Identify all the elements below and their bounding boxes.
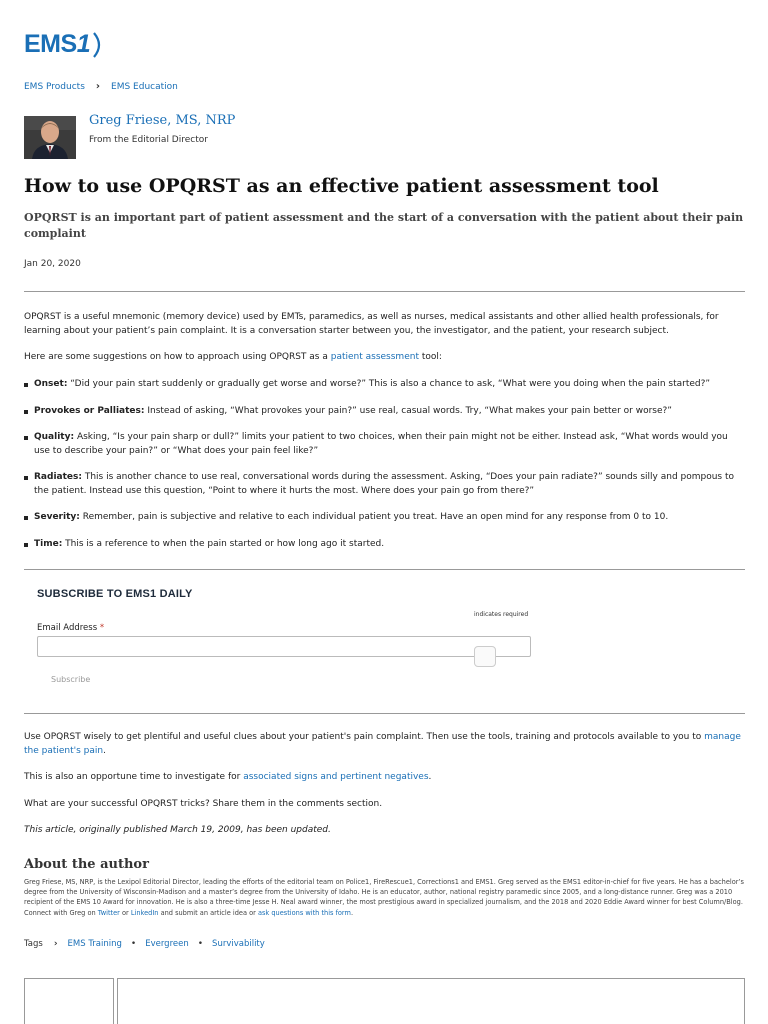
tag-evergreen[interactable]: Evergreen xyxy=(145,939,189,949)
about-title: About the author xyxy=(24,857,149,872)
required-note: indicates required xyxy=(474,611,529,618)
list-item: Quality: Asking, “Is your pain sharp or dull?” limits your patient to two choices, when their pain might not be either. Instead ask, “What words would you use to describe your pain?” or “What does your pain feel like?” xyxy=(24,431,746,458)
tags-row xyxy=(24,939,265,949)
separator-dot: • xyxy=(130,939,137,949)
chevron-right-icon: › xyxy=(53,939,58,949)
author-role: From the Editorial Director xyxy=(89,135,208,145)
email-label: Email Address * xyxy=(37,623,105,633)
footer-box-right xyxy=(117,978,745,1024)
author-avatar[interactable] xyxy=(24,116,76,159)
breadcrumb xyxy=(24,81,178,92)
intro-paragraph: OPQRST is a useful mnemonic (memory device) used by EMTs, paramedics, as well as nurses, medical assistants and other allied health professionals, for learning about your patient’s pain complaint. It is a conversation starter between you, the investigator, and the patient, your research subject. xyxy=(24,312,719,336)
tag-survivability[interactable]: Survivability xyxy=(212,939,265,949)
linkedin-link[interactable]: LinkedIn xyxy=(130,908,159,917)
divider xyxy=(24,291,745,292)
closing-paragraph: This is also an opportune time to investigate for associated signs and pertinent negatives. xyxy=(24,772,432,782)
article-subtitle: OPQRST is an important part of patient assessment and the start of a conversation with the patient about their pain complaint xyxy=(24,211,744,240)
list-item: Severity: Remember, pain is subjective and relative to each individual patient you treat. Have an open mind for any response from 0 to 10. xyxy=(24,511,746,525)
subscribe-button[interactable]: Subscribe xyxy=(51,675,91,684)
manage-pain-link[interactable]: manage the patient's pain xyxy=(24,732,741,756)
breadcrumb-ems-education[interactable]: EMS Education xyxy=(111,81,178,92)
separator-dot: • xyxy=(197,939,204,949)
input-handle-icon[interactable] xyxy=(474,646,496,667)
suggestion-paragraph: Here are some suggestions on how to approach using OPQRST as a patient assessment tool: xyxy=(24,352,442,362)
publish-date: Jan 20, 2020 xyxy=(24,259,81,269)
ask-questions-link[interactable]: ask questions with this form xyxy=(257,908,351,917)
divider xyxy=(24,569,745,570)
closing-paragraph: What are your successful OPQRST tricks? Share them in the comments section. xyxy=(24,799,383,809)
author-name[interactable]: Greg Friese, MS, NRP xyxy=(89,113,236,128)
about-text: Greg Friese, MS, NRP, is the Lexipol Editorial Director, leading the efforts of the editorial team on Police1, FireRescue1, Corrections1 and EMS1. Greg served as the EMS1 editor-in-chief for five years. He has a bachelor’s degree from the University of Wisconsin-Madison and a master’s degree from the University of Idaho. He is an educator, author, national registry paramedic since 2005, and a long-distance runner. Greg was a 2010 recipient of the EMS 10 Award for innovation. He is also a three-time Jesse H. Neal award winner, the most prestigious award in specialized journalism, and the 2018 and 2020 Eddie Award winner for best Column/Blog. Connect with Greg on Twitter or LinkedIn and submit an article idea or ask questions with this form. xyxy=(24,878,744,917)
subscribe-title: SUBSCRIBE TO EMS1 DAILY xyxy=(37,588,193,600)
footer-box-left xyxy=(24,978,114,1024)
tags-label: Tags xyxy=(24,939,43,949)
ems1-logo[interactable] xyxy=(24,30,105,59)
closing-paragraph: Use OPQRST wisely to get plentiful and useful clues about your patient's pain complaint. Then use the tools, training and protocols available to you to manage the patient's pain. xyxy=(24,732,741,756)
chevron-right-icon: › xyxy=(95,81,101,92)
email-field[interactable] xyxy=(37,636,531,657)
associated-signs-link[interactable]: associated signs and pertinent negatives xyxy=(243,772,429,782)
tag-ems-training[interactable]: EMS Training xyxy=(67,939,122,949)
logo-arc-icon xyxy=(91,31,105,59)
update-note: This article, originally published March 19, 2009, has been updated. xyxy=(24,825,331,835)
page-title: How to use OPQRST as an effective patient assessment tool xyxy=(24,175,659,197)
divider xyxy=(24,713,745,714)
list-item: Onset: “Did your pain start suddenly or gradually get worse and worse?” This is also a chance to ask, “What were you doing when the pain started?” xyxy=(24,378,746,392)
list-item: Radiates: This is another chance to use real, conversational words during the assessment. Asking, “Does your pain radiate?” sounds silly and pompous to the patient. Instead use this question, “Point to where it hurts the most. Where does your pain go from there?” xyxy=(24,471,746,498)
list-item: Provokes or Palliates: Instead of asking, “What provokes your pain?” use real, casual words. Try, “What makes your pain better or worse?” xyxy=(24,405,746,419)
twitter-link[interactable]: Twitter xyxy=(97,908,120,917)
logo-text: EMS1 xyxy=(24,30,91,58)
breadcrumb-ems-products[interactable]: EMS Products xyxy=(24,81,85,92)
list-item: Time: This is a reference to when the pain started or how long ago it started. xyxy=(24,538,746,552)
patient-assessment-link[interactable]: patient assessment xyxy=(330,352,419,362)
